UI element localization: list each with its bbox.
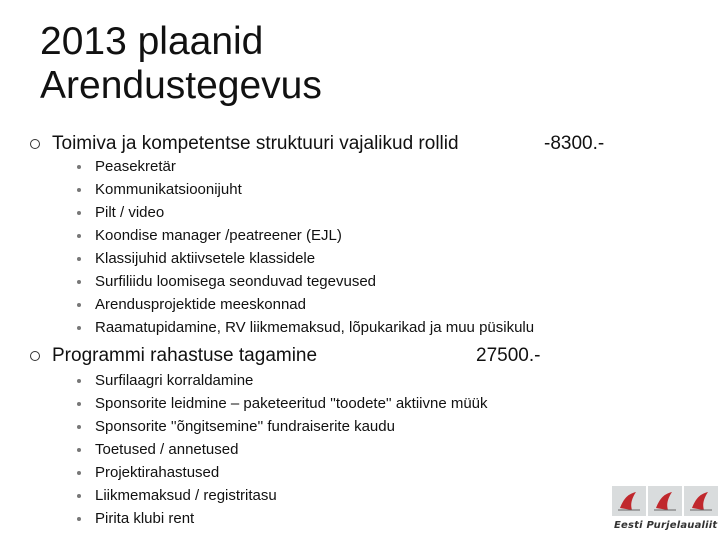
list-item: Liikmemaksud / registritasu <box>95 484 488 507</box>
windsurf-sail-icon <box>612 486 718 540</box>
list-item: Surfiliidu loomisega seonduvad tegevused <box>95 270 534 293</box>
bullet-dot-icon <box>77 448 81 452</box>
bullet-dot-icon <box>77 188 81 192</box>
section-heading-text: Programmi rahastuse tagamine <box>52 345 318 366</box>
bullet-dot-icon <box>77 165 81 169</box>
bullet-dot-icon <box>77 402 81 406</box>
bullet-dot-icon <box>77 494 81 498</box>
list-item: Toetused / annetused <box>95 438 488 461</box>
list-item: Sponsorite ''õngitsemine'' fundraiserite kaudu <box>95 415 488 438</box>
bullet-dot-icon <box>77 280 81 284</box>
section-items-funding <box>95 369 488 530</box>
list-item: Surfilaagri korraldamine <box>95 369 488 392</box>
section-amount: -8300.- <box>544 133 605 154</box>
section-heading-funding <box>52 344 541 368</box>
list-item: Peasekretär <box>95 155 534 178</box>
list-item: Raamatupidamine, RV liikmemaksud, lõpukarikad ja muu püsikulu <box>95 316 534 339</box>
list-item: Projektirahastused <box>95 461 488 484</box>
list-item: Koondise manager /peatreener (EJL) <box>95 224 534 247</box>
list-item: Pirita klubi rent <box>95 507 488 530</box>
bullet-dot-icon <box>77 234 81 238</box>
bullet-dot-icon <box>77 379 81 383</box>
logo-tile-1 <box>612 486 646 516</box>
section-heading-text: Toimiva ja kompetentse struktuuri vajalikud rollid <box>52 133 459 154</box>
slide-title <box>40 20 640 108</box>
logo-tile-3 <box>684 486 718 516</box>
list-item: Kommunikatsioonijuht <box>95 178 534 201</box>
list-item: Pilt / video <box>95 201 534 224</box>
circle-bullet-icon <box>30 139 40 149</box>
logo-text: Eesti Purjelaualiit <box>614 520 718 531</box>
list-item: Sponsorite leidmine – paketeeritud ''toodete'' aktiivne müük <box>95 392 488 415</box>
section-heading-roles <box>52 132 605 156</box>
bullet-dot-icon <box>77 425 81 429</box>
bullet-dot-icon <box>77 303 81 307</box>
title-line-2: Arendustegevus <box>40 64 322 107</box>
bullet-dot-icon <box>77 326 81 330</box>
list-item: Klassijuhid aktiivsetele klassidele <box>95 247 534 270</box>
bullet-dot-icon <box>77 471 81 475</box>
bullet-dot-icon <box>77 211 81 215</box>
bullet-dot-icon <box>77 257 81 261</box>
section-items-roles <box>95 155 534 339</box>
circle-bullet-icon <box>30 351 40 361</box>
logo-tile-2 <box>648 486 682 516</box>
bullet-dot-icon <box>77 517 81 521</box>
title-line-1: 2013 plaanid <box>40 20 264 63</box>
list-item: Arendusprojektide meeskonnad <box>95 293 534 316</box>
section-amount: 27500.- <box>476 345 541 366</box>
